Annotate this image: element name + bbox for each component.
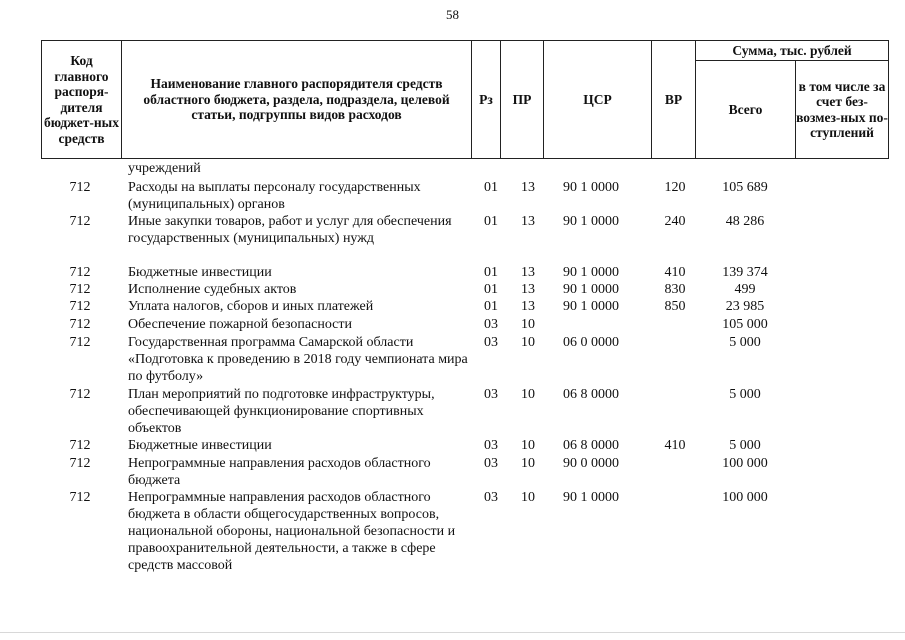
cell-csr: 06 8 0000	[563, 438, 619, 453]
page-number: 58	[446, 7, 459, 22]
cell-rz: 01	[484, 265, 498, 280]
cell-sum: 499	[734, 282, 756, 297]
cell-code: 712	[69, 387, 91, 402]
cell-pr: 13	[521, 265, 535, 280]
cell-pr: 10	[521, 490, 535, 505]
header-code: Код главного распоря-дителя бюджет-ных средств	[41, 40, 122, 159]
table-row	[41, 455, 888, 489]
cell-code: 712	[69, 180, 91, 195]
cell-rz: 03	[484, 438, 498, 453]
cell-name: План мероприятий по подготовке инфраструктуры, обеспечивающей функционирование спортивных объектов	[128, 387, 435, 436]
cell-vr: 830	[664, 282, 686, 297]
header-rz: Рз	[471, 40, 501, 159]
header-sum: Сумма, тыс. рублей	[695, 40, 889, 61]
cell-pr: 10	[521, 335, 535, 350]
table-row	[41, 489, 888, 575]
cell-name: Непрограммные направления расходов областного бюджета в области общегосударственных вопросов, национальной обороны, национальной безопасности и правоохранительной деятельности, а также в сфере средств массовой	[128, 490, 456, 573]
cell-sum: 100 000	[722, 490, 768, 505]
cell-name: Непрограммные направления расходов областного бюджета	[128, 456, 431, 488]
cell-sum: 100 000	[722, 456, 768, 471]
cell-name: Обеспечение пожарной безопасности	[128, 317, 353, 332]
cell-code: 712	[69, 282, 91, 297]
cell-rz: 01	[484, 214, 498, 229]
cell-csr: 90 1 0000	[563, 490, 619, 505]
cell-pr: 10	[521, 317, 535, 332]
table-row	[41, 386, 888, 437]
cell-pr: 10	[521, 456, 535, 471]
table-row	[41, 437, 888, 454]
cell-code: 712	[69, 265, 91, 280]
cell-pr: 13	[521, 214, 535, 229]
cell-sum: 5 000	[729, 387, 761, 402]
table-row	[41, 160, 888, 177]
cell-csr: 90 0 0000	[563, 456, 619, 471]
cell-code: 712	[69, 214, 91, 229]
cell-rz: 01	[484, 299, 498, 314]
cell-vr: 850	[664, 299, 686, 314]
cell-name: Бюджетные инвестиции	[128, 265, 272, 280]
cell-csr: 90 1 0000	[563, 265, 619, 280]
cell-sum: 48 286	[725, 214, 765, 229]
header-csr: ЦСР	[543, 40, 652, 159]
cell-rz: 03	[484, 456, 498, 471]
cell-pr: 13	[521, 299, 535, 314]
cell-rz: 01	[484, 180, 498, 195]
table-row	[41, 213, 888, 264]
table-row	[41, 298, 888, 315]
cell-csr: 06 0 0000	[563, 335, 619, 350]
header-pr: ПР	[500, 40, 544, 159]
cell-vr: 240	[664, 214, 686, 229]
scan-edge-line	[0, 632, 905, 633]
cell-csr: 90 1 0000	[563, 299, 619, 314]
cell-csr: 06 8 0000	[563, 387, 619, 402]
cell-sum: 105 689	[722, 180, 768, 195]
cell-name: Бюджетные инвестиции	[128, 438, 272, 453]
cell-code: 712	[69, 299, 91, 314]
table-row	[41, 316, 888, 333]
cell-name: Уплата налогов, сборов и иных платежей	[128, 299, 374, 314]
header-vr: ВР	[651, 40, 696, 159]
header-total: Всего	[695, 60, 796, 159]
cell-name: Государственная программа Самарской области «Подготовка к проведению в 2018 году чемпионата мира по футболу»	[128, 335, 468, 384]
cell-code: 712	[69, 438, 91, 453]
cell-code: 712	[69, 317, 91, 332]
cell-pr: 13	[521, 180, 535, 195]
cell-rz: 03	[484, 317, 498, 332]
cell-code: 712	[69, 456, 91, 471]
header-incl-gratuitous: в том числе за счет без-возмез-ных по-ступлений	[795, 60, 889, 159]
cell-sum: 5 000	[729, 335, 761, 350]
table-row	[41, 334, 888, 385]
cell-pr: 13	[521, 282, 535, 297]
cell-rz: 01	[484, 282, 498, 297]
cell-pr: 10	[521, 438, 535, 453]
cell-csr: 90 1 0000	[563, 282, 619, 297]
cell-code: 712	[69, 490, 91, 505]
cell-sum: 23 985	[725, 299, 765, 314]
cell-code: 712	[69, 335, 91, 350]
cell-sum: 5 000	[729, 438, 761, 453]
cell-name: Расходы на выплаты персоналу государственных (муниципальных) органов	[128, 180, 421, 212]
cell-name: учреждений	[128, 161, 201, 176]
header-name: Наименование главного распорядителя средств областного бюджета, раздела, подраздела, целевой статьи, подгруппы видов расходов	[121, 40, 472, 159]
cell-csr: 90 1 0000	[563, 180, 619, 195]
cell-csr: 90 1 0000	[563, 214, 619, 229]
table-row	[41, 264, 888, 281]
cell-pr: 10	[521, 387, 535, 402]
cell-rz: 03	[484, 490, 498, 505]
cell-vr: 120	[664, 180, 686, 195]
cell-sum: 139 374	[722, 265, 768, 280]
table-row	[41, 281, 888, 298]
cell-sum: 105 000	[722, 317, 768, 332]
cell-name: Иные закупки товаров, работ и услуг для обеспечения государственных (муниципальных) нужд	[128, 214, 452, 246]
cell-rz: 03	[484, 387, 498, 402]
cell-vr: 410	[664, 438, 686, 453]
cell-rz: 03	[484, 335, 498, 350]
cell-name: Исполнение судебных актов	[128, 282, 297, 297]
table-row	[41, 179, 888, 213]
cell-vr: 410	[664, 265, 686, 280]
